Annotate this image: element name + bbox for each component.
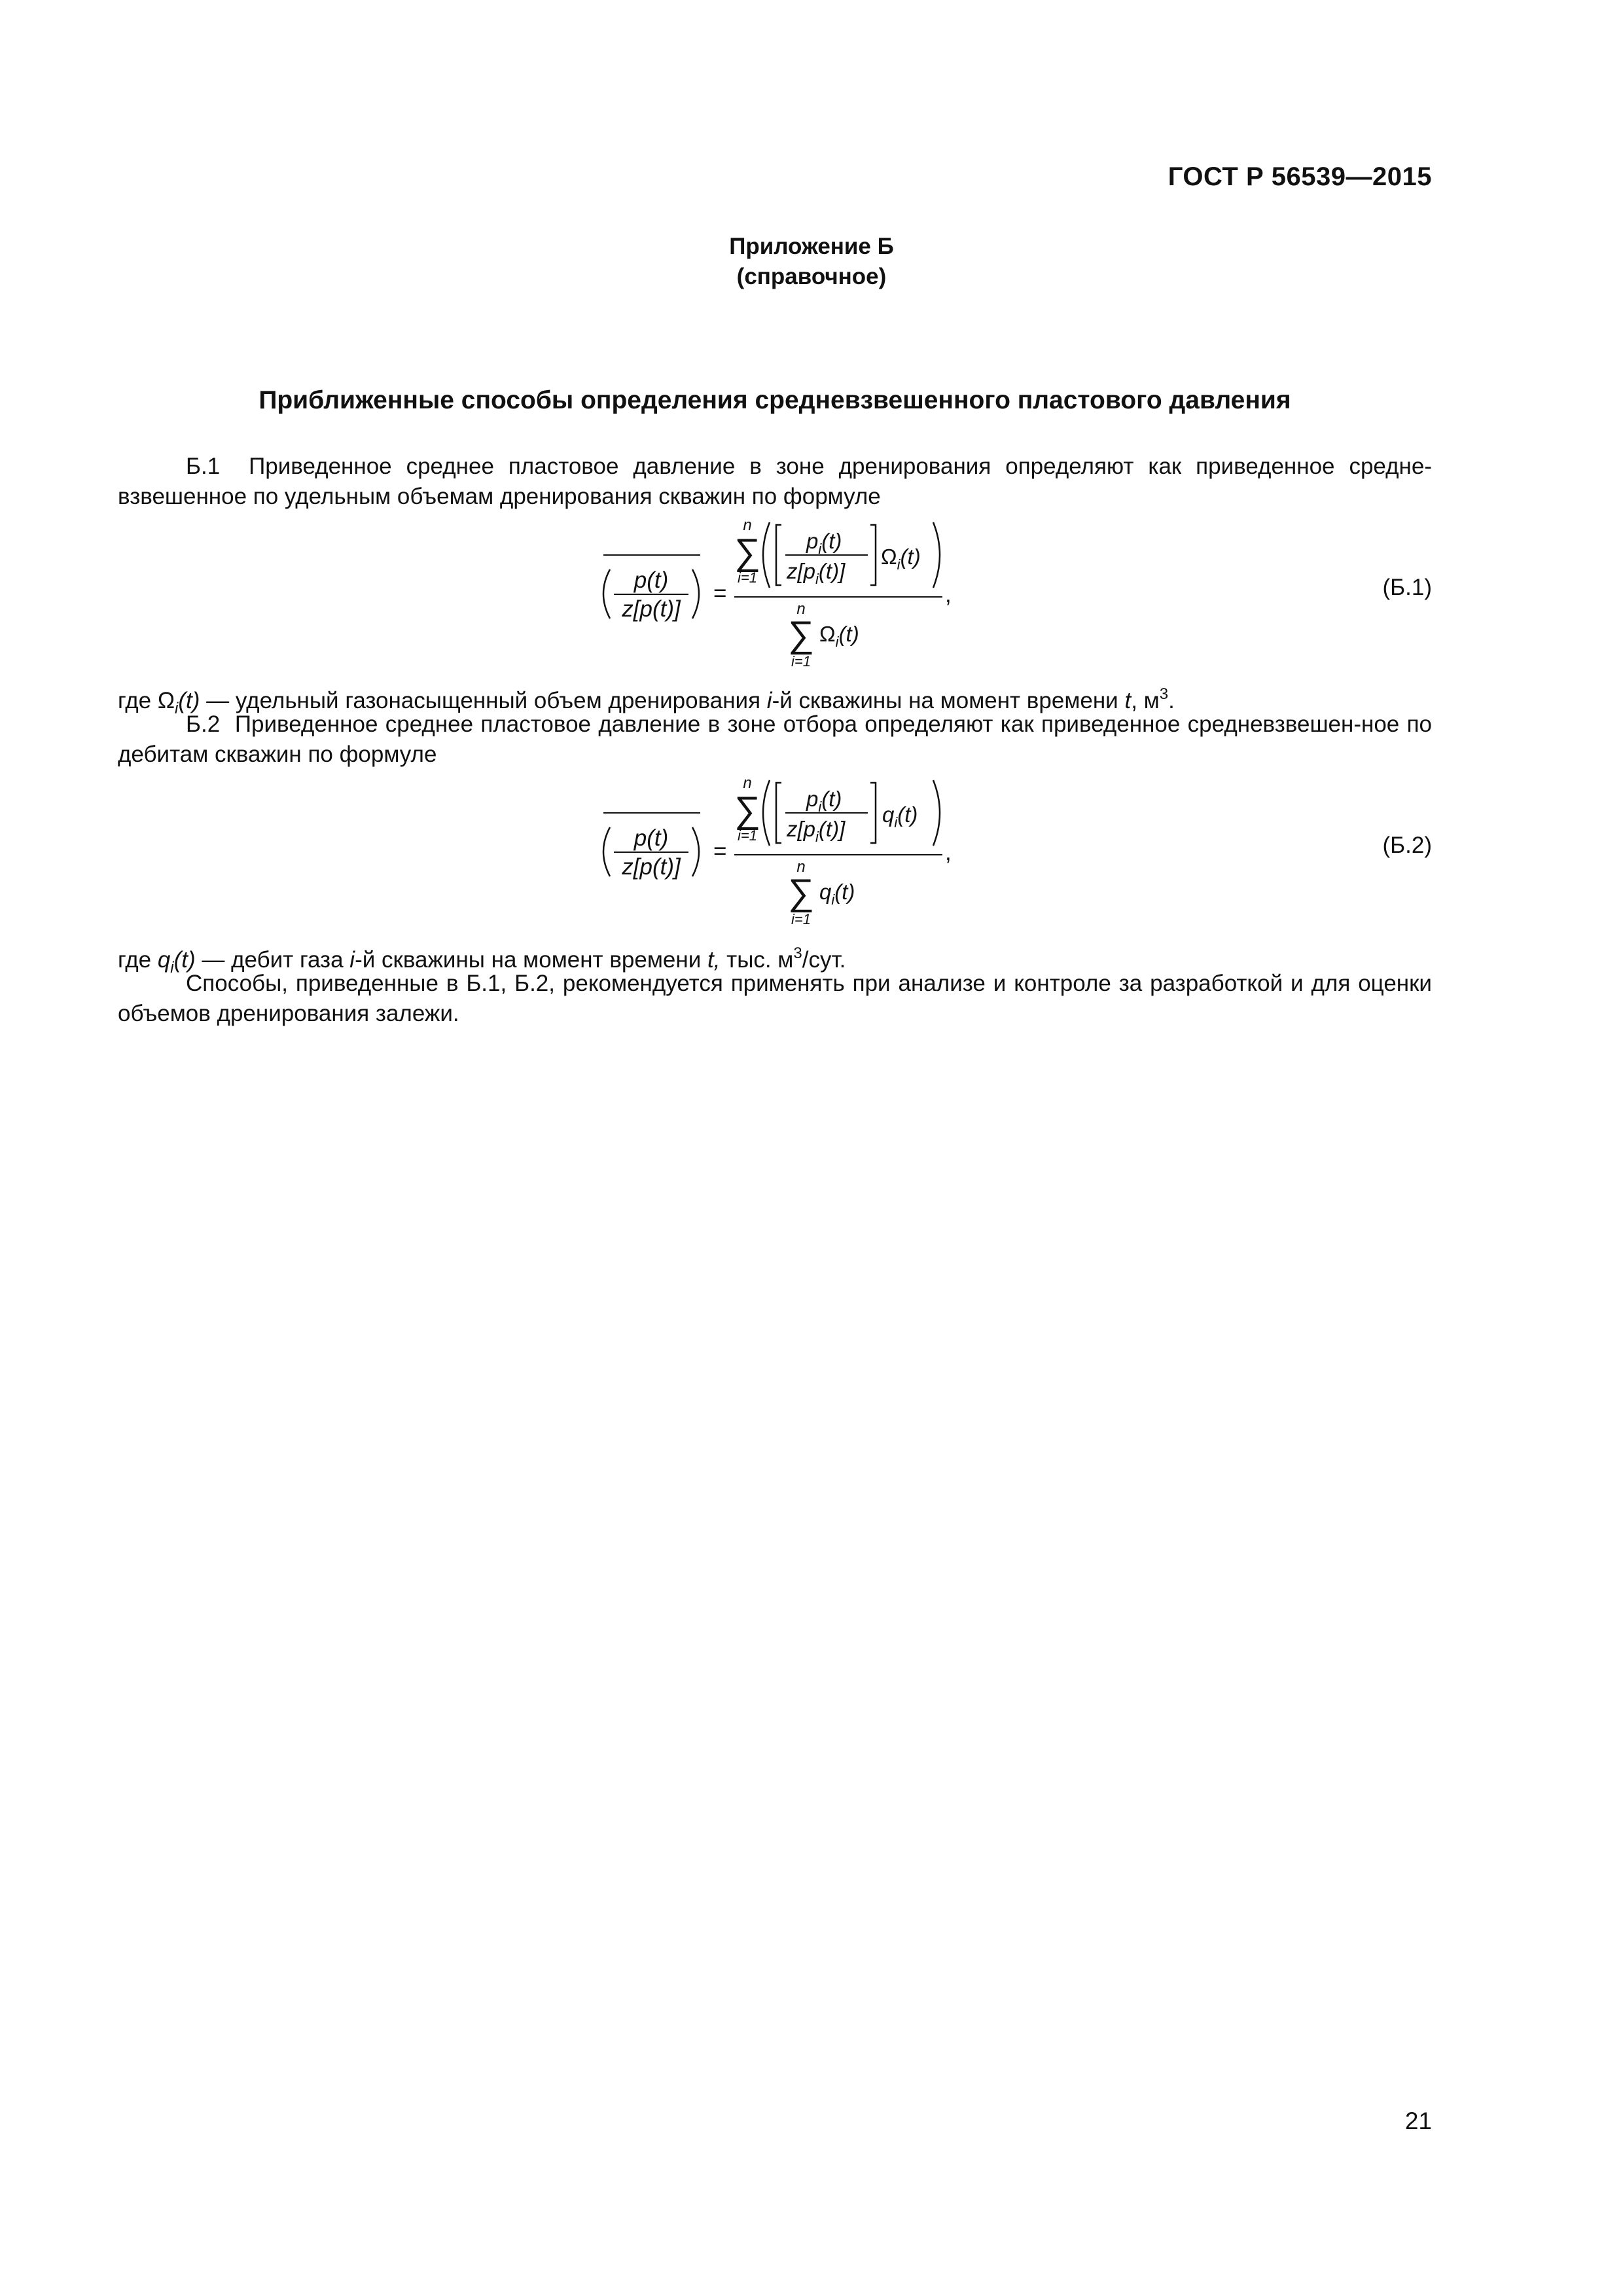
section-title: Приближенные способы определения средневзвешенного пластового давления — [259, 386, 1291, 414]
formula-b1 — [563, 517, 982, 674]
lhs-denominator: z[p(t)] — [622, 596, 681, 622]
lhs-left-paren — [603, 827, 610, 876]
sum-lower-limit: i=1 — [738, 569, 757, 586]
clause-number-b1: Б.1 — [186, 454, 221, 479]
lhs-right-paren — [692, 569, 699, 619]
q-definition: где $q_i(t)$ — дебит газа i-й скважины на момент времени t, тыс. $м^3$/сут. — [118, 944, 846, 977]
left-bracket — [776, 525, 781, 585]
sum-symbol: ∑ — [734, 789, 760, 830]
paragraph-b2 — [118, 709, 1432, 770]
right-bracket — [870, 525, 876, 585]
den-weight-term: $\Omega_i(t)$ — [819, 622, 859, 650]
outer-right-paren — [933, 522, 940, 588]
lhs-right-paren — [692, 827, 699, 876]
outer-left-paren — [763, 522, 770, 588]
clause-text-b1: Приведенное среднее пластовое давление в зоне дренирования определяют как приведенное средне-взвешенное по удельным объемам дренирования скважин по формуле — [118, 454, 1432, 509]
inner-numerator: $p_i(t)$ — [806, 787, 842, 815]
weight-term: $\Omega_i(t)$ — [881, 545, 921, 573]
den-sum-upper-limit: n — [796, 858, 806, 876]
sum-lower-limit: i=1 — [738, 827, 757, 844]
den-sum-lower-limit: i=1 — [791, 653, 811, 670]
sum-upper-limit: n — [743, 775, 752, 792]
left-bracket — [776, 783, 781, 843]
standard-code: ГОСТ Р 56539—2015 — [1168, 162, 1432, 191]
clause-number-b2: Б.2 — [186, 711, 221, 737]
annex-heading — [0, 232, 1623, 292]
right-bracket — [870, 783, 876, 843]
lhs-left-paren — [603, 569, 610, 619]
den-weight-term: $q_i(t)$ — [819, 880, 855, 908]
clause-text-b2: Приведенное среднее пластовое давление в зоне отбора определяют как приведенное средневзвешен-ное по дебитам скважин по формуле — [118, 711, 1433, 767]
closing-paragraph: Способы, приведенные в Б.1, Б.2, рекомендуется применять при анализе и контроле за разработкой и для оценки объемов дренирования залежи. — [118, 971, 1432, 1026]
omega-definition: где $\Omega_i(t)$ — удельный газонасыщенный объем дренирования i-й скважины на момент времени t, $м^3$. — [118, 685, 1175, 717]
sum-symbol: ∑ — [734, 531, 760, 572]
outer-right-paren — [933, 780, 940, 846]
sum-upper-limit: n — [743, 517, 752, 534]
den-sum-symbol: ∑ — [788, 613, 814, 655]
inner-denominator: $z[p_i(t)]$ — [787, 817, 846, 845]
equation-label-b1: (Б.1) — [1382, 575, 1432, 600]
outer-left-paren — [763, 780, 770, 846]
den-sum-lower-limit: i=1 — [791, 911, 811, 927]
formula-b1-svg — [563, 517, 982, 674]
lhs-numerator: p(t) — [633, 567, 669, 593]
formula-b2-svg — [563, 775, 982, 932]
lhs-denominator: z[p(t)] — [622, 854, 681, 880]
weight-term: $q_i(t)$ — [882, 802, 918, 831]
formula-b2 — [563, 775, 982, 932]
equals-sign: = — [713, 581, 727, 606]
page-number: 21 — [1404, 2108, 1432, 2134]
annex-title: Приложение Б — [729, 234, 894, 259]
equals-sign: = — [713, 838, 727, 864]
equation-label-b2: (Б.2) — [1382, 833, 1432, 858]
den-sum-upper-limit: n — [796, 600, 806, 618]
annex-status: (справочное) — [736, 264, 887, 289]
den-sum-symbol: ∑ — [788, 871, 814, 912]
lhs-numerator: p(t) — [633, 825, 669, 851]
inner-denominator: $z[p_i(t)]$ — [787, 559, 846, 587]
formula-comma: , — [945, 840, 952, 865]
formula-comma: , — [945, 582, 952, 607]
paragraph-b1 — [118, 452, 1432, 512]
inner-numerator: $p_i(t)$ — [806, 529, 842, 557]
